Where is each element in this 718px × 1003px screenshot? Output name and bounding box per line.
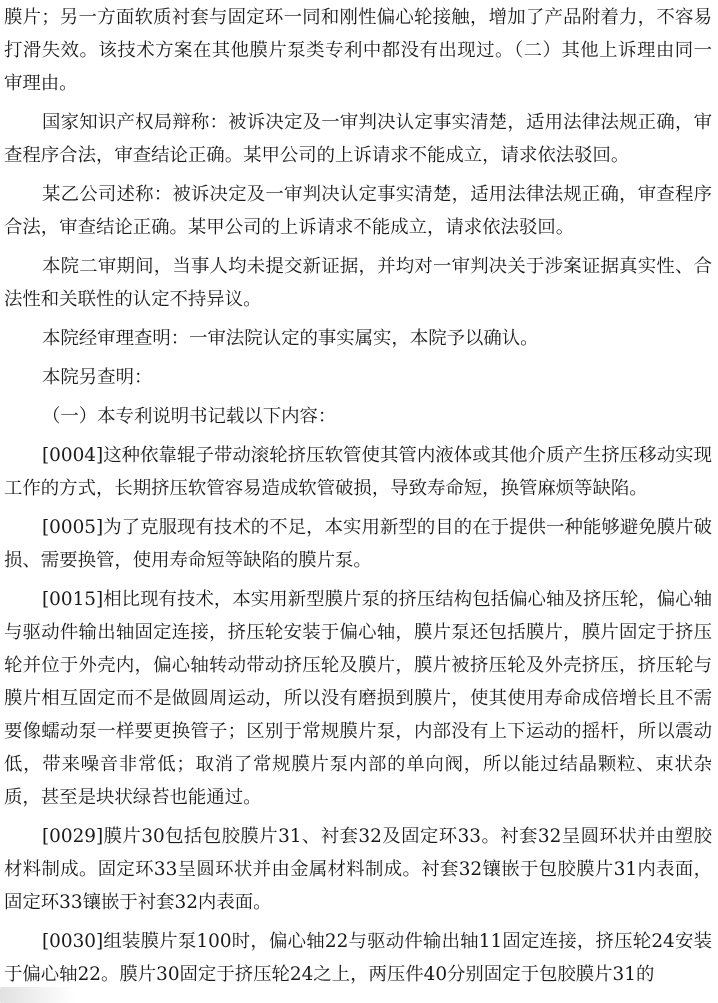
watermark-logo bbox=[0, 987, 74, 1003]
paragraph-0005: [0005]为了克服现有技术的不足，本实用新型的目的在于提供一种能够避免膜片破损、需要换管，使用寿命短等缺陷的膜片泵。 bbox=[4, 517, 712, 571]
paragraph-company-b-statement: 某乙公司述称：被诉决定及一审判决认定事实清楚，适用法律法规正确，审查程序合法，审查结论正确。某甲公司的上诉请求不能成立，请求依法驳回。 bbox=[4, 184, 712, 238]
paragraph-continuation: 膜片；另一方面软质衬套与固定环一同和刚性偏心轮接触，增加了产品附着力，不容易打滑失效。该技术方案在其他膜片泵类专利中都没有出现过。（二）其他上诉理由同一审理由。 bbox=[4, 7, 712, 94]
paragraph-cnipa-response: 国家知识产权局辩称：被诉决定及一审判决认定事实清楚，适用法律法规正确，审查程序合法，审查结论正确。某甲公司的上诉请求不能成立，请求依法驳回。 bbox=[4, 112, 712, 166]
paragraph-0030: [0030]组装膜片泵100时，偏心轴22与驱动件输出轴11固定连接，挤压轮24安装于偏心轴22。膜片30固定于挤压轮24之上，两压件40分别固定于包胶膜片31的 bbox=[4, 931, 712, 985]
document-body bbox=[4, 0, 712, 997]
paragraph-0004: [0004]这种依靠辊子带动滚轮挤压软管使其管内液体或其他介质产生挤压移动实现工作的方式，长期挤压软管容易造成软管破损，导致寿命短，换管麻烦等缺陷。 bbox=[4, 445, 712, 499]
paragraph-0015: [0015]相比现有技术，本实用新型膜片泵的挤压结构包括偏心轴及挤压轮，偏心轴与驱动件输出轴固定连接，挤压轮安装于偏心轴，膜片泵还包括膜片，膜片固定于挤压轮并位于外壳内，偏心轴转动带动挤压轮及膜片，膜片被挤压轮及外壳挤压，挤压轮与膜片相互固定而不是做圆周运动，所以没有磨损到膜片，使其使用寿命成倍增长且不需要像蠕动泵一样要更换管子；区别于常规膜片泵，内部没有上下运动的摇杆，所以震动低，带来噪音非常低；取消了常规膜片泵内部的单向阀，所以能过结晶颗粒、束状杂质，甚至是块状绿苔也能通过。 bbox=[4, 589, 712, 808]
paragraph-facts-found: 本院经审理查明：一审法院认定的事实属实，本院予以确认。 bbox=[42, 328, 539, 349]
paragraph-further-found: 本院另查明： bbox=[42, 367, 153, 388]
paragraph-spec-heading: （一）本专利说明书记载以下内容： bbox=[42, 406, 337, 427]
paragraph-0029: [0029]膜片30包括包胶膜片31、衬套32及固定环33。衬套32呈圆环状并由塑胶材料制成。固定环33呈圆环状并由金属材料制成。衬套32镶嵌于包胶膜片31内表面，固定环33镶嵌于衬套32内表面。 bbox=[4, 826, 712, 913]
paragraph-second-instance-evidence: 本院二审期间，当事人均未提交新证据，并均对一审判决关于涉案证据真实性、合法性和关联性的认定不持异议。 bbox=[4, 256, 712, 310]
